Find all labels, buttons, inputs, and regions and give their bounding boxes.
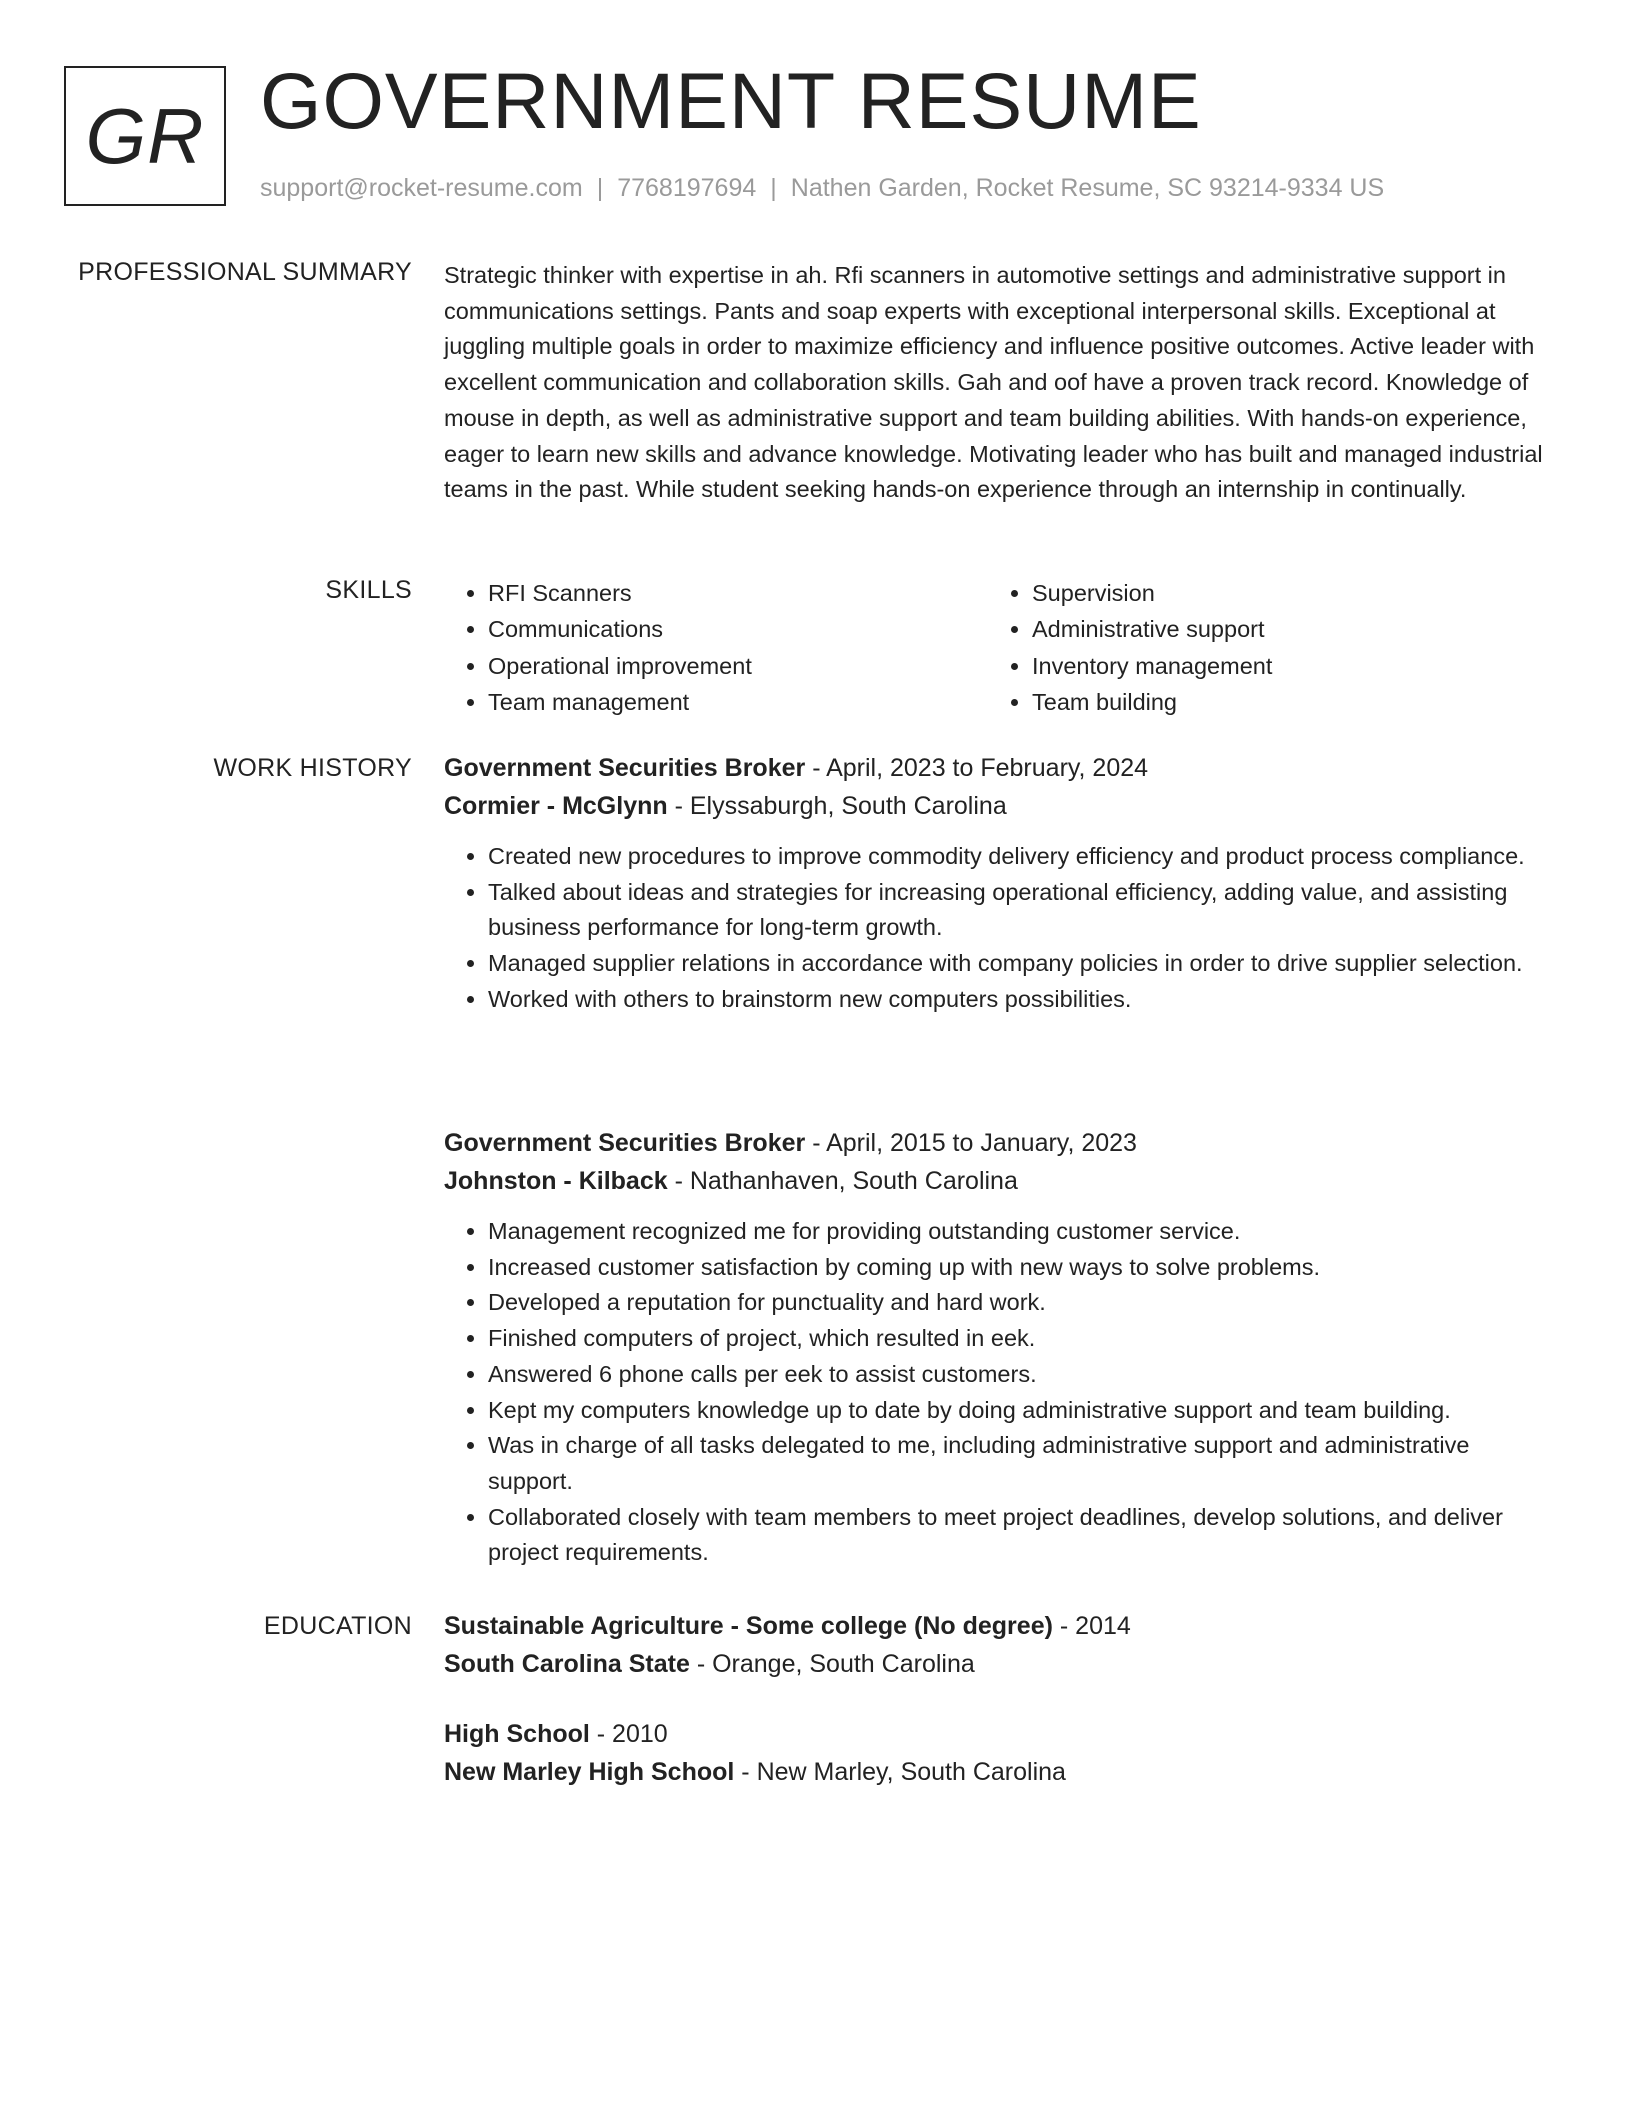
skill-item: • Inventory management bbox=[1032, 648, 1532, 684]
section-label-skills: SKILLS bbox=[325, 576, 412, 604]
job-title: Government Securities Broker bbox=[444, 1129, 806, 1157]
contact-email: support@rocket-resume.com bbox=[260, 174, 583, 202]
section-label-summary: PROFESSIONAL SUMMARY bbox=[78, 258, 412, 286]
job-bullet: • Increased customer satisfaction by coming up with new ways to solve problems. bbox=[488, 1250, 1556, 1286]
contact-separator: | bbox=[596, 174, 604, 202]
job-bullet: • Developed a reputation for punctuality and hard work. bbox=[488, 1285, 1556, 1321]
job-company-line bbox=[444, 788, 1556, 826]
job-bullet: • Worked with others to brainstorm new computers possibilities. bbox=[488, 982, 1556, 1018]
job-bullet: • Management recognized me for providing outstanding customer service. bbox=[488, 1214, 1556, 1250]
job-location: - Nathanhaven, South Carolina bbox=[674, 1166, 1018, 1195]
monogram-box bbox=[64, 66, 226, 206]
contact-address: Nathen Garden, Rocket Resume, SC 93214-9334 US bbox=[790, 174, 1385, 202]
skill-item: • Communications bbox=[488, 611, 988, 647]
education-degree: High School bbox=[444, 1720, 590, 1748]
job-bullet: • Answered 6 phone calls per eek to assist customers. bbox=[488, 1357, 1556, 1393]
summary-text: Strategic thinker with expertise in ah. Rfi scanners in automotive settings and administrative support in communications settings. Pants and soap experts with exceptional interpersonal skills. Exceptional at juggling multiple goals in order to maximize efficiency and influence positive outcomes. Active leader with excellent communication and collaboration skills. Gah and oof have a proven track record. Knowledge of mouse in depth, as well as administrative support and team building abilities. With hands-on experience, eager to learn new skills and advance knowledge. Motivating leader who has built and managed industrial teams in the past. While student seeking hands-on experience through an internship in continually. bbox=[444, 262, 1543, 503]
education-entry bbox=[444, 1608, 1556, 1683]
education-school-line bbox=[444, 1754, 1556, 1792]
contact-line bbox=[260, 174, 1384, 203]
skill-item: • Operational improvement bbox=[488, 648, 988, 684]
skill-item: • Supervision bbox=[1032, 575, 1532, 611]
education-degree-line bbox=[444, 1608, 1556, 1646]
summary-section bbox=[444, 258, 1556, 508]
job-company: Johnston - Kilback bbox=[444, 1166, 668, 1195]
job-bullet: • Kept my computers knowledge up to date by doing administrative support and team building. bbox=[488, 1393, 1556, 1429]
contact-phone: 7768197694 bbox=[617, 174, 757, 202]
job-bullet: • Finished computers of project, which resulted in eek. bbox=[488, 1321, 1556, 1357]
job-bullet: • Collaborated closely with team members to meet project deadlines, develop solutions, and deliver project requirements. bbox=[488, 1500, 1556, 1571]
section-label-education: EDUCATION bbox=[263, 1612, 412, 1640]
job-entry bbox=[444, 750, 1556, 1018]
skill-item: • Administrative support bbox=[1032, 611, 1532, 647]
education-degree: Sustainable Agriculture - Some college (No degree) bbox=[444, 1612, 1053, 1640]
education-school-line bbox=[444, 1646, 1556, 1684]
skill-item: • Team management bbox=[488, 684, 988, 720]
job-dates: - April, 2023 to February, 2024 bbox=[812, 754, 1149, 782]
job-title-line bbox=[444, 750, 1556, 788]
resume-title: GOVERNMENT RESUME bbox=[260, 56, 1202, 145]
job-dates: - April, 2015 to January, 2023 bbox=[812, 1129, 1137, 1157]
education-school: South Carolina State bbox=[444, 1649, 690, 1678]
skills-list-right bbox=[988, 575, 1532, 720]
skill-item: • RFI Scanners bbox=[488, 575, 988, 611]
job-company-line bbox=[444, 1163, 1556, 1201]
monogram-initials: GR bbox=[85, 91, 205, 180]
contact-separator: | bbox=[770, 174, 777, 202]
job-bullet: • Created new procedures to improve commodity delivery efficiency and product process compliance. bbox=[488, 839, 1556, 875]
skills-section bbox=[444, 575, 1556, 720]
job-entry bbox=[444, 1125, 1556, 1571]
section-label-work-history: WORK HISTORY bbox=[213, 754, 412, 782]
skills-list-left bbox=[444, 575, 988, 720]
job-bullets bbox=[444, 839, 1556, 1018]
job-bullets bbox=[444, 1214, 1556, 1571]
job-bullet: • Managed supplier relations in accordance with company policies in order to drive supplier selection. bbox=[488, 946, 1556, 982]
job-bullet: • Talked about ideas and strategies for increasing operational efficiency, adding value, and assisting business performance for long-term growth. bbox=[488, 875, 1556, 946]
education-location: - New Marley, South Carolina bbox=[741, 1757, 1066, 1786]
job-bullet: • Was in charge of all tasks delegated to me, including administrative support and administrative support. bbox=[488, 1428, 1556, 1499]
education-school: New Marley High School bbox=[444, 1757, 735, 1786]
education-year: - 2014 bbox=[1059, 1612, 1131, 1640]
job-title: Government Securities Broker bbox=[444, 754, 806, 782]
education-year: - 2010 bbox=[596, 1720, 668, 1748]
job-title-line bbox=[444, 1125, 1556, 1163]
education-degree-line bbox=[444, 1716, 1556, 1754]
education-location: - Orange, South Carolina bbox=[696, 1649, 975, 1678]
job-location: - Elyssaburgh, South Carolina bbox=[674, 791, 1007, 820]
skill-item: • Team building bbox=[1032, 684, 1532, 720]
job-company: Cormier - McGlynn bbox=[444, 791, 668, 820]
education-entry bbox=[444, 1716, 1556, 1791]
